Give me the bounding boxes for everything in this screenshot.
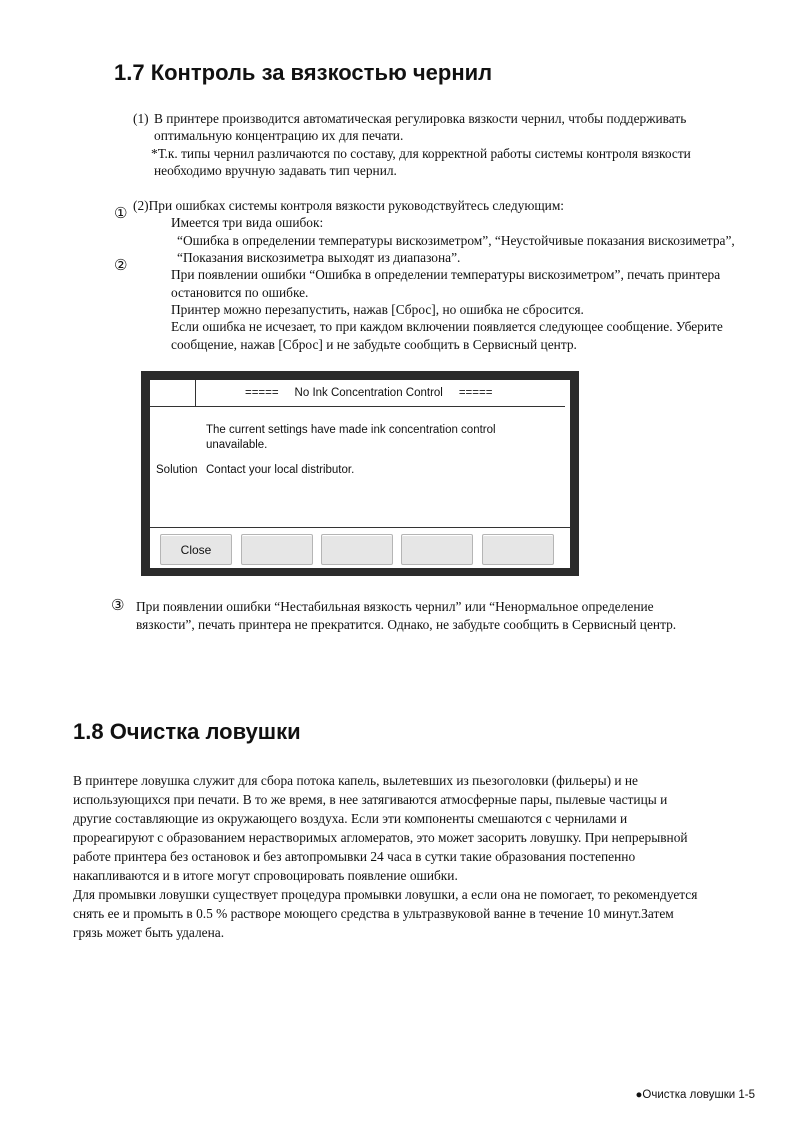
circled-number-2: ② [114,256,128,274]
body-line: Для промывки ловушки существует процедура промывки ловушки, а если она не помогает, то рекомендуется [73,887,698,902]
item1-line: Имеется три вида ошибок: [171,215,324,230]
blank-button-4[interactable] [482,534,554,565]
body-line: другие составляющие из окружающего воздуха. Если эти компоненты смешаются с чернилами и [73,811,628,826]
p1-line: В принтере производится автоматическая регулировка вязкости чернил, чтобы поддерживать [154,111,687,126]
p1-line: оптимальную концентрацию их для печати. [154,128,404,143]
dialog-body [150,407,570,527]
dialog-title: ===== No Ink Concentration Control ===== [245,387,493,399]
dialog-panel [150,380,570,567]
section-1-8-title: 1.8 Очистка ловушки [73,719,301,744]
dialog-header [150,380,565,407]
body-line: снять ее и промыть в 0.5 % растворе моющего средства в ультразвуковой ванне в течение 10 минут.Затем [73,906,674,921]
p2-heading: (2)При ошибках системы контроля вязкости руководствуйтесь следующим: [133,198,565,213]
body-line: накапливаются и в итоге могут спровоцировать появление ошибки. [73,868,458,883]
body-line: работе принтера без остановок и без автопромывки 24 часа в сутки такие образования постепенно [73,849,636,864]
item2-line: Если ошибка не исчезает, то при каждом включении появляется следующее сообщение. Уберите [171,319,723,334]
section-1-7-title: 1.7 Контроль за вязкостью чернил [114,60,493,85]
dialog-button-bar [150,527,570,568]
item2-line: При появлении ошибки “Ошибка в определении температуры вискозиметром”, печать принтера [171,267,721,282]
circled-number-3: ③ [111,596,125,614]
item3-line: вязкости”, печать принтера не прекратится. Однако, не забудьте сообщить в Сервисный центр. [136,617,677,632]
p1-note-line: *Т.к. типы чернил различаются по составу, для корректной работы системы контроля вязкости [151,146,691,161]
error-dialog [141,371,579,576]
item1-line: “Показания вискозиметра выходят из диапазона”. [177,250,461,265]
p1-label: (1) [133,111,149,126]
item2-line: сообщение, нажав [Сброс] и не забудьте сообщить в Сервисный центр. [171,337,577,352]
p1-note-line: необходимо вручную задавать тип чернил. [154,163,397,178]
dialog-message: The current settings have made ink concentration control unavailable. [206,424,496,451]
item2-line: Принтер можно перезапустить, нажав [Сброс], но ошибка не сбросится. [171,302,584,317]
circled-number-1: ① [114,204,128,222]
blank-button-1[interactable] [241,534,313,565]
body-line: грязь может быть удалена. [73,925,225,940]
close-button[interactable]: Close [160,534,232,565]
body-line: прореагируют с образованием нерастворимых агломератов, это может засорить ловушку. При непрерывной [73,830,688,845]
page-footer: ●Очистка ловушки 1-5 [635,1089,755,1101]
solution-text: Contact your local distributor. [206,464,355,476]
body-line: использующихся при печати. В то же время, в нее затягиваются атмосферные пары, пылевые частицы и [73,792,668,807]
solution-label: Solution [156,464,198,476]
blank-button-3[interactable] [401,534,473,565]
blank-button-2[interactable] [321,534,393,565]
body-line: В принтере ловушка служит для сбора потока капель, вылетевших из пьезоголовки (фильеры) и не [73,773,639,788]
item2-line: остановится по ошибке. [171,285,309,300]
header-divider [195,380,196,406]
item3-line: При появлении ошибки “Нестабильная вязкость чернил” или “Ненормальное определение [136,599,654,614]
item1-line: “Ошибка в определении температуры вискозиметром”, “Неустойчивые показания вискозиметра”, [177,233,735,248]
